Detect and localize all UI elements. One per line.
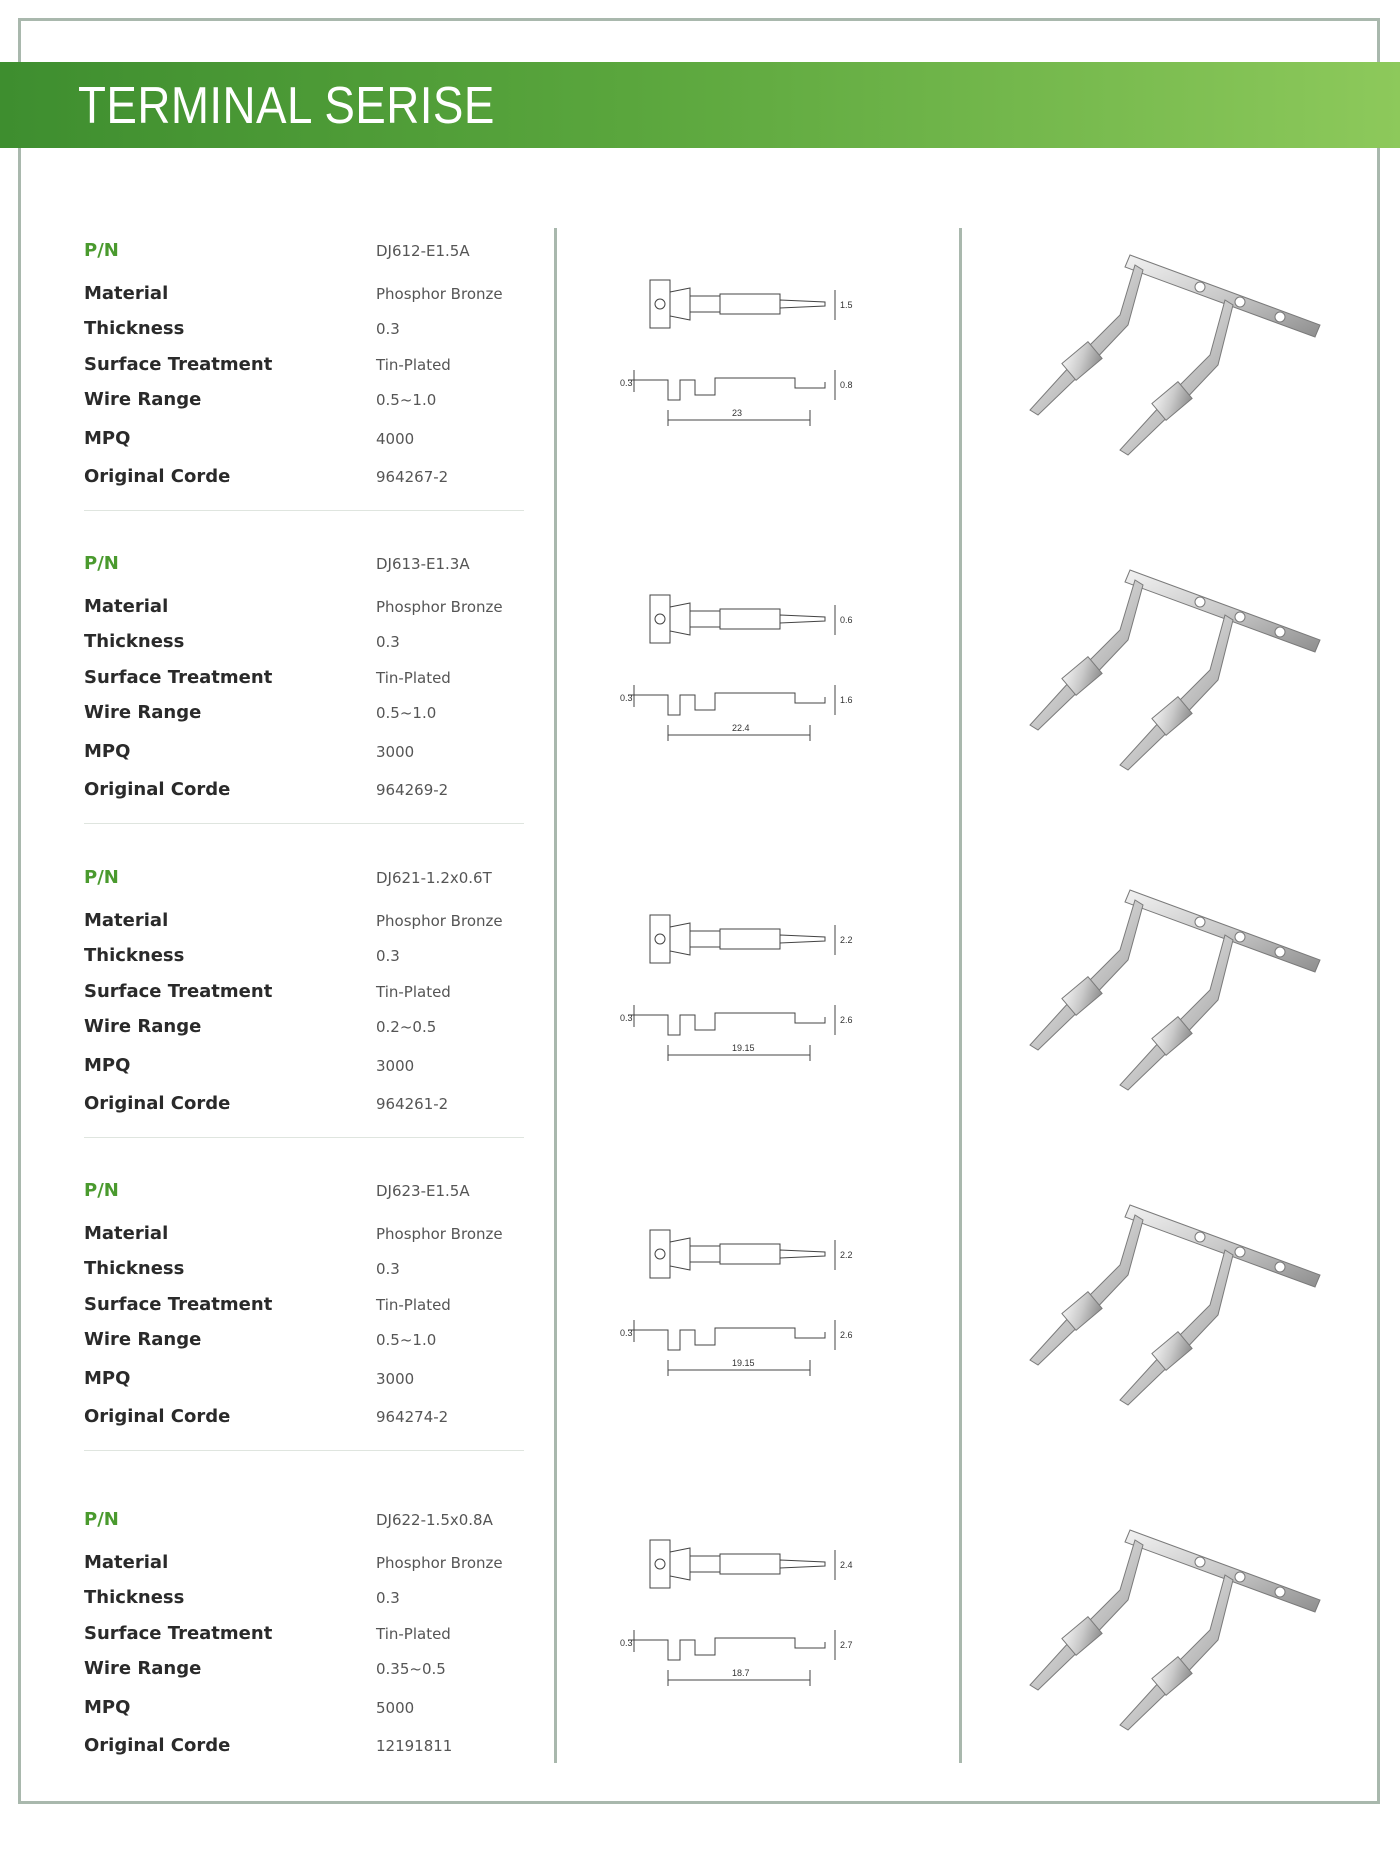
contact-tip: [780, 615, 825, 623]
contact-tip: [780, 1560, 825, 1568]
strip-hole: [1195, 1557, 1205, 1567]
carrier-tab: [650, 280, 670, 328]
spec-row-mpq: [84, 1697, 524, 1725]
dim-height-1: 2.2: [840, 1250, 853, 1260]
crimp-barrel: [670, 923, 690, 955]
pilot-hole: [655, 614, 665, 624]
strip-hole: [1235, 612, 1245, 622]
contact-body: [720, 929, 780, 949]
spec-label-material: Material: [84, 596, 169, 617]
side-profile: [628, 1328, 825, 1350]
crimp-barrel: [670, 288, 690, 320]
spec-value-material: Phosphor Bronze: [376, 1225, 503, 1243]
spec-value-pn: DJ622-1.5x0.8A: [376, 1511, 493, 1529]
pilot-hole: [655, 1559, 665, 1569]
spec-value-code: 964269-2: [376, 781, 449, 799]
terminal-left: [1030, 1215, 1143, 1365]
spec-value-thickness: 0.3: [376, 1589, 400, 1607]
spec-label-surface: Surface Treatment: [84, 1294, 273, 1315]
spec-value-pn: DJ621-1.2x0.6T: [376, 869, 492, 887]
carrier-tab: [650, 595, 670, 643]
spec-label-code: Original Corde: [84, 779, 231, 800]
insulation-grip: [690, 931, 720, 947]
spec-label-surface: Surface Treatment: [84, 1623, 273, 1644]
spec-label-mpq: MPQ: [84, 1697, 131, 1718]
header-banner: [0, 62, 1400, 148]
spec-label-thickness: Thickness: [84, 945, 185, 966]
spec-row-material: [84, 283, 524, 311]
strip-hole: [1195, 597, 1205, 607]
pilot-hole: [655, 299, 665, 309]
spec-label-mpq: MPQ: [84, 428, 131, 449]
terminal-left: [1030, 900, 1143, 1050]
spec-value-thickness: 0.3: [376, 633, 400, 651]
column-divider-left: [554, 228, 557, 1763]
column-divider-right: [959, 228, 962, 1763]
spec-value-code: 12191811: [376, 1737, 453, 1755]
spec-row-thickness: [84, 318, 524, 346]
dim-thickness: 0.3: [620, 378, 633, 388]
terminal-left: [1030, 1540, 1143, 1690]
spec-value-pn: DJ623-E1.5A: [376, 1182, 470, 1200]
spec-value-thickness: 0.3: [376, 1260, 400, 1278]
insulation-grip: [690, 1246, 720, 1262]
spec-row-wire: [84, 702, 524, 730]
terminal-right: [1120, 615, 1233, 770]
strip-hole: [1235, 297, 1245, 307]
spec-value-surface: Tin-Plated: [376, 669, 451, 687]
spec-row-mpq: [84, 741, 524, 769]
spec-value-material: Phosphor Bronze: [376, 1554, 503, 1572]
spec-row-pn: [84, 1509, 524, 1537]
spec-value-wire: 0.5~1.0: [376, 1331, 437, 1349]
spec-value-mpq: 5000: [376, 1699, 415, 1717]
spec-label-material: Material: [84, 283, 169, 304]
dim-thickness: 0.3: [620, 693, 633, 703]
insulation-grip: [690, 611, 720, 627]
terminal-right: [1120, 935, 1233, 1090]
spec-value-material: Phosphor Bronze: [376, 912, 503, 930]
strip-hole: [1275, 1587, 1285, 1597]
spec-label-code: Original Corde: [84, 1735, 231, 1756]
side-profile: [628, 693, 825, 715]
spec-value-pn: DJ612-E1.5A: [376, 242, 470, 260]
spec-value-thickness: 0.3: [376, 947, 400, 965]
spec-label-mpq: MPQ: [84, 1368, 131, 1389]
contact-body: [720, 609, 780, 629]
spec-label-thickness: Thickness: [84, 631, 185, 652]
spec-row-thickness: [84, 945, 524, 973]
spec-row-wire: [84, 1329, 524, 1357]
spec-label-material: Material: [84, 1223, 169, 1244]
spec-value-surface: Tin-Plated: [376, 1296, 451, 1314]
spec-row-mpq: [84, 428, 524, 456]
terminal-photo: [1010, 1195, 1340, 1435]
spec-label-surface: Surface Treatment: [84, 667, 273, 688]
spec-label-surface: Surface Treatment: [84, 354, 273, 375]
dim-length: 19.15: [732, 1358, 755, 1368]
dim-height-2: 0.8: [840, 380, 853, 390]
terminal-photo: [1010, 560, 1340, 800]
spec-label-wire: Wire Range: [84, 1329, 202, 1350]
strip-hole: [1275, 627, 1285, 637]
spec-label-code: Original Corde: [84, 1406, 231, 1427]
spec-row-mpq: [84, 1055, 524, 1083]
spec-row-wire: [84, 1016, 524, 1044]
spec-label-pn: P/N: [84, 553, 119, 574]
terminal-right: [1120, 1250, 1233, 1405]
spec-row-thickness: [84, 631, 524, 659]
spec-row-surface: [84, 667, 524, 695]
dim-thickness: 0.3: [620, 1638, 633, 1648]
spec-row-material: [84, 596, 524, 624]
section-divider: [84, 1450, 524, 1451]
spec-value-thickness: 0.3: [376, 320, 400, 338]
spec-row-material: [84, 1223, 524, 1251]
spec-row-code: [84, 1093, 524, 1121]
strip-hole: [1195, 917, 1205, 927]
contact-tip: [780, 935, 825, 943]
technical-drawing: [620, 585, 900, 785]
dim-height-2: 2.6: [840, 1015, 853, 1025]
dim-length: 23: [732, 408, 743, 418]
spec-value-wire: 0.2~0.5: [376, 1018, 437, 1036]
spec-label-mpq: MPQ: [84, 741, 131, 762]
terminal-photo: [1010, 880, 1340, 1120]
technical-drawing: [620, 270, 900, 470]
dim-height-1: 1.5: [840, 300, 853, 310]
carrier-tab: [650, 1230, 670, 1278]
section-divider: [84, 510, 524, 511]
pilot-hole: [655, 1249, 665, 1259]
spec-value-surface: Tin-Plated: [376, 1625, 451, 1643]
strip-hole: [1235, 1572, 1245, 1582]
spec-label-wire: Wire Range: [84, 702, 202, 723]
spec-row-material: [84, 1552, 524, 1580]
spec-value-mpq: 3000: [376, 1057, 415, 1075]
strip-hole: [1275, 1262, 1285, 1272]
spec-value-code: 964274-2: [376, 1408, 449, 1426]
section-divider: [84, 823, 524, 824]
spec-row-code: [84, 1406, 524, 1434]
spec-row-surface: [84, 981, 524, 1009]
spec-label-code: Original Corde: [84, 466, 231, 487]
dim-height-2: 2.7: [840, 1640, 853, 1650]
spec-row-thickness: [84, 1258, 524, 1286]
contact-tip: [780, 300, 825, 308]
side-profile: [628, 1013, 825, 1035]
crimp-barrel: [670, 603, 690, 635]
spec-label-material: Material: [84, 1552, 169, 1573]
strip-hole: [1195, 282, 1205, 292]
spec-row-pn: [84, 1180, 524, 1208]
spec-value-code: 964267-2: [376, 468, 449, 486]
spec-row-mpq: [84, 1368, 524, 1396]
terminal-photo: [1010, 1520, 1340, 1760]
spec-value-code: 964261-2: [376, 1095, 449, 1113]
spec-row-thickness: [84, 1587, 524, 1615]
terminal-right: [1120, 300, 1233, 455]
spec-row-material: [84, 910, 524, 938]
dim-thickness: 0.3: [620, 1013, 633, 1023]
spec-label-pn: P/N: [84, 1180, 119, 1201]
dim-length: 19.15: [732, 1043, 755, 1053]
spec-row-wire: [84, 1658, 524, 1686]
spec-label-material: Material: [84, 910, 169, 931]
spec-row-code: [84, 1735, 524, 1763]
dim-height-2: 1.6: [840, 695, 853, 705]
spec-value-wire: 0.5~1.0: [376, 391, 437, 409]
spec-value-mpq: 4000: [376, 430, 415, 448]
spec-label-wire: Wire Range: [84, 1016, 202, 1037]
terminal-photo: [1010, 245, 1340, 485]
dim-height-1: 0.6: [840, 615, 853, 625]
side-profile: [628, 378, 825, 400]
spec-value-wire: 0.35~0.5: [376, 1660, 446, 1678]
spec-value-surface: Tin-Plated: [376, 983, 451, 1001]
spec-label-wire: Wire Range: [84, 1658, 202, 1679]
crimp-barrel: [670, 1238, 690, 1270]
dim-height-1: 2.4: [840, 1560, 853, 1570]
spec-row-pn: [84, 240, 524, 268]
section-divider: [84, 1137, 524, 1138]
technical-drawing: [620, 1530, 900, 1730]
spec-value-mpq: 3000: [376, 743, 415, 761]
spec-row-wire: [84, 389, 524, 417]
technical-drawing: [620, 905, 900, 1105]
spec-value-wire: 0.5~1.0: [376, 704, 437, 722]
spec-row-pn: [84, 553, 524, 581]
spec-label-thickness: Thickness: [84, 1587, 185, 1608]
spec-label-pn: P/N: [84, 240, 119, 261]
crimp-barrel: [670, 1548, 690, 1580]
technical-drawing: [620, 1220, 900, 1420]
dim-thickness: 0.3: [620, 1328, 633, 1338]
spec-row-code: [84, 466, 524, 494]
insulation-grip: [690, 1556, 720, 1572]
dim-height-2: 2.6: [840, 1330, 853, 1340]
spec-label-wire: Wire Range: [84, 389, 202, 410]
dim-height-1: 2.2: [840, 935, 853, 945]
spec-row-code: [84, 779, 524, 807]
terminal-left: [1030, 580, 1143, 730]
dim-length: 18.7: [732, 1668, 750, 1678]
strip-hole: [1275, 312, 1285, 322]
side-profile: [628, 1638, 825, 1660]
spec-row-surface: [84, 354, 524, 382]
pilot-hole: [655, 934, 665, 944]
spec-label-thickness: Thickness: [84, 1258, 185, 1279]
spec-label-mpq: MPQ: [84, 1055, 131, 1076]
terminal-left: [1030, 265, 1143, 415]
page-title: TERMINAL SERISE: [78, 77, 495, 135]
terminal-right: [1120, 1575, 1233, 1730]
strip-hole: [1195, 1232, 1205, 1242]
strip-hole: [1235, 932, 1245, 942]
spec-label-pn: P/N: [84, 1509, 119, 1530]
spec-value-material: Phosphor Bronze: [376, 598, 503, 616]
spec-label-thickness: Thickness: [84, 318, 185, 339]
spec-label-pn: P/N: [84, 867, 119, 888]
dim-length: 22.4: [732, 723, 750, 733]
contact-tip: [780, 1250, 825, 1258]
spec-value-mpq: 3000: [376, 1370, 415, 1388]
spec-row-pn: [84, 867, 524, 895]
contact-body: [720, 1554, 780, 1574]
carrier-tab: [650, 915, 670, 963]
spec-value-surface: Tin-Plated: [376, 356, 451, 374]
spec-label-surface: Surface Treatment: [84, 981, 273, 1002]
strip-hole: [1275, 947, 1285, 957]
insulation-grip: [690, 296, 720, 312]
contact-body: [720, 1244, 780, 1264]
spec-value-pn: DJ613-E1.3A: [376, 555, 470, 573]
spec-value-material: Phosphor Bronze: [376, 285, 503, 303]
carrier-tab: [650, 1540, 670, 1588]
contact-body: [720, 294, 780, 314]
spec-row-surface: [84, 1294, 524, 1322]
spec-label-code: Original Corde: [84, 1093, 231, 1114]
spec-row-surface: [84, 1623, 524, 1651]
strip-hole: [1235, 1247, 1245, 1257]
